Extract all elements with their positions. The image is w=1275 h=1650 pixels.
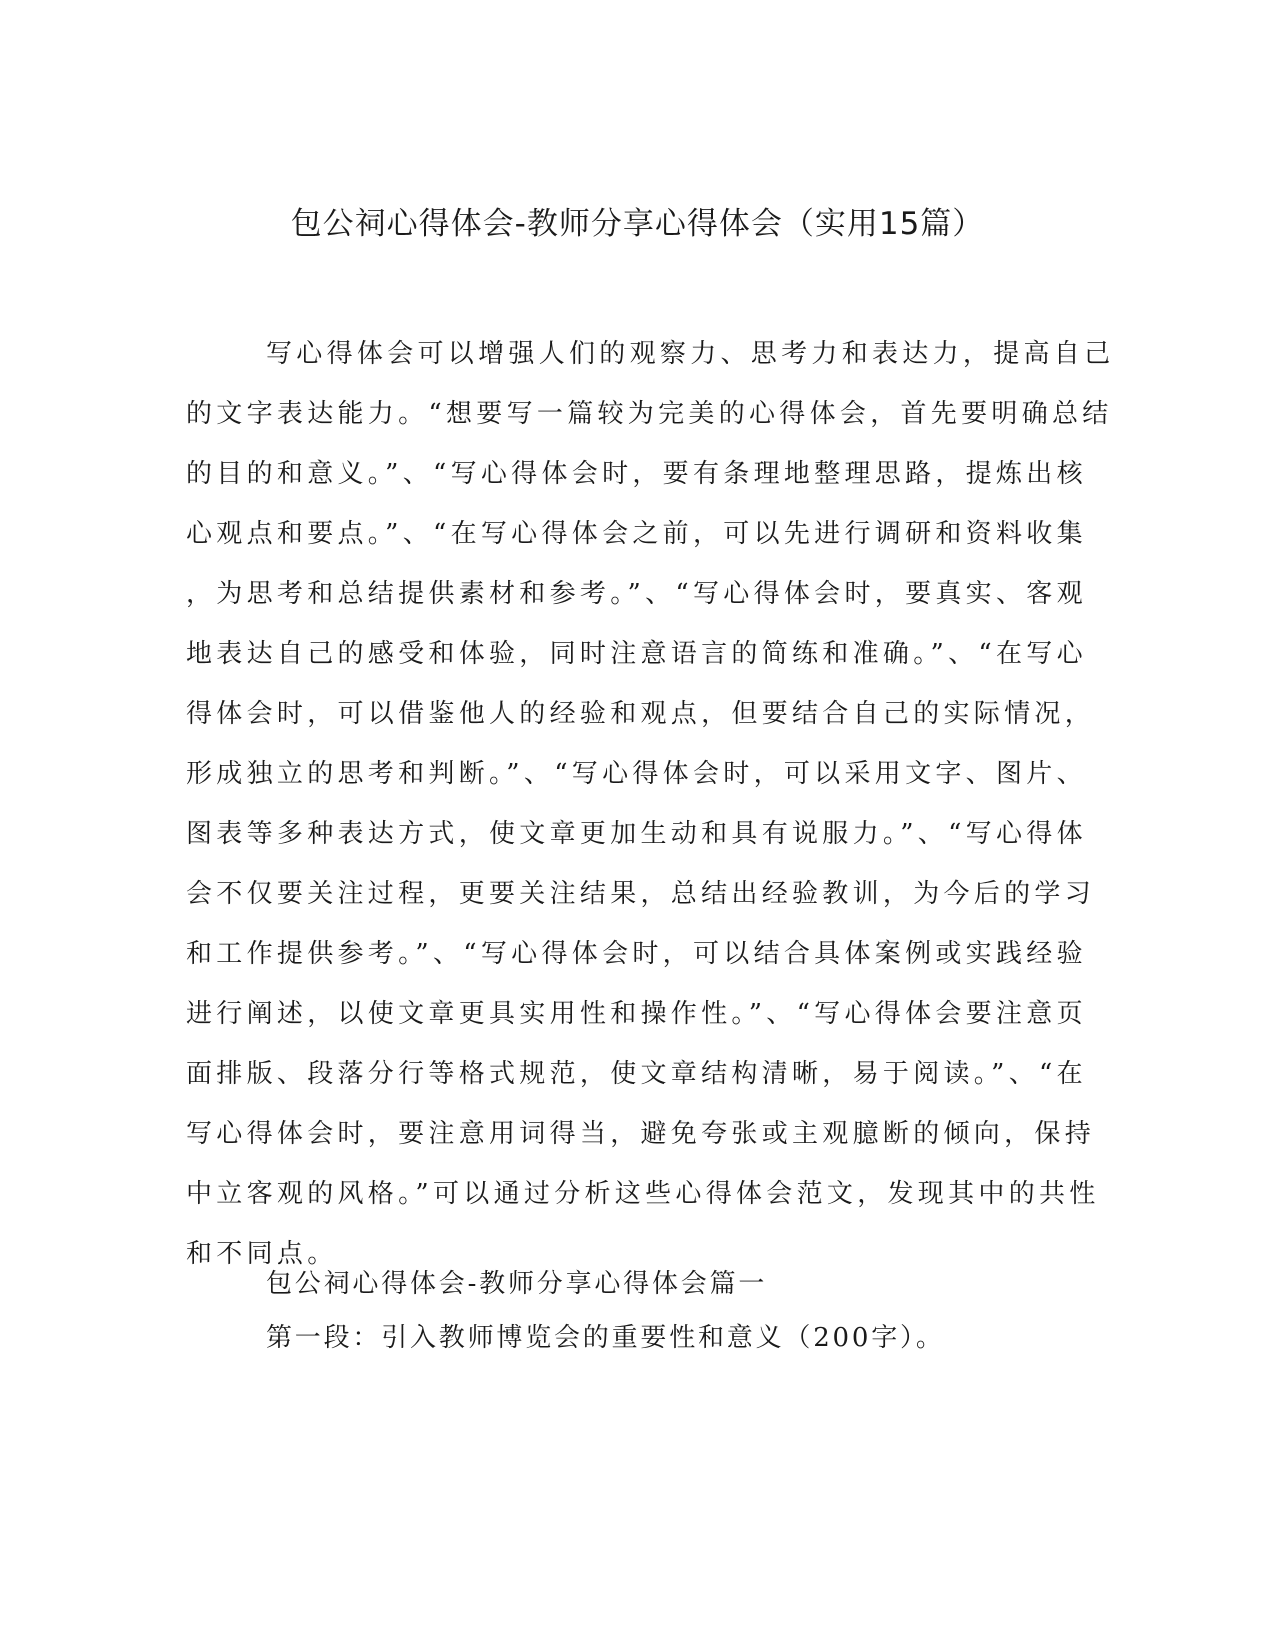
intro-line: 得体会时，可以借鉴他人的经验和观点，但要结合自己的实际情况， [186, 699, 1096, 729]
intro-line: 面排版、段落分行等格式规范，使文章结构清晰，易于阅读。”、“在 [186, 1059, 1087, 1089]
intro-line: 的文字表达能力。“想要写一篇较为完美的心得体会，首先要明确总结 [186, 399, 1113, 429]
intro-line: 和不同点。 [186, 1239, 338, 1269]
intro-line: 中立客观的风格。”可以通过分析这些心得体会范文，发现其中的共性 [186, 1179, 1100, 1209]
intro-line: 进行阐述，以使文章更具实用性和操作性。”、“写心得体会要注意页 [186, 999, 1087, 1029]
intro-line: 地表达自己的感受和体验，同时注意语言的简练和准确。”、“在写心 [186, 639, 1087, 669]
intro-line: 的目的和意义。”、“写心得体会时，要有条理地整理思路，提炼出核 [186, 459, 1087, 489]
section-first-line: 第一段：引入教师博览会的重要性和意义（200字）。 [266, 1323, 945, 1353]
intro-line: 形成独立的思考和判断。”、“写心得体会时，可以采用文字、图片、 [186, 759, 1087, 789]
intro-line: 写心得体会时，要注意用词得当，避免夸张或主观臆断的倾向，保持 [186, 1119, 1096, 1149]
document-title: 包公祠心得体会-教师分享心得体会（实用15篇） [290, 206, 985, 242]
intro-paragraph [186, 324, 1115, 1284]
intro-line: 和工作提供参考。”、“写心得体会时，可以结合具体案例或实践经验 [186, 939, 1087, 969]
intro-line: ，为思考和总结提供素材和参考。”、“写心得体会时，要真实、客观 [186, 579, 1087, 609]
intro-line: 会不仅要关注过程，更要关注结果，总结出经验教训，为今后的学习 [186, 879, 1096, 909]
intro-line: 心观点和要点。”、“在写心得体会之前，可以先进行调研和资料收集 [186, 519, 1087, 549]
section-title: 包公祠心得体会-教师分享心得体会篇一 [266, 1269, 768, 1299]
intro-line: 图表等多种表达方式，使文章更加生动和具有说服力。”、“写心得体 [186, 819, 1087, 849]
intro-line: 写心得体会可以增强人们的观察力、思考力和表达力，提高自己 [266, 339, 1115, 369]
